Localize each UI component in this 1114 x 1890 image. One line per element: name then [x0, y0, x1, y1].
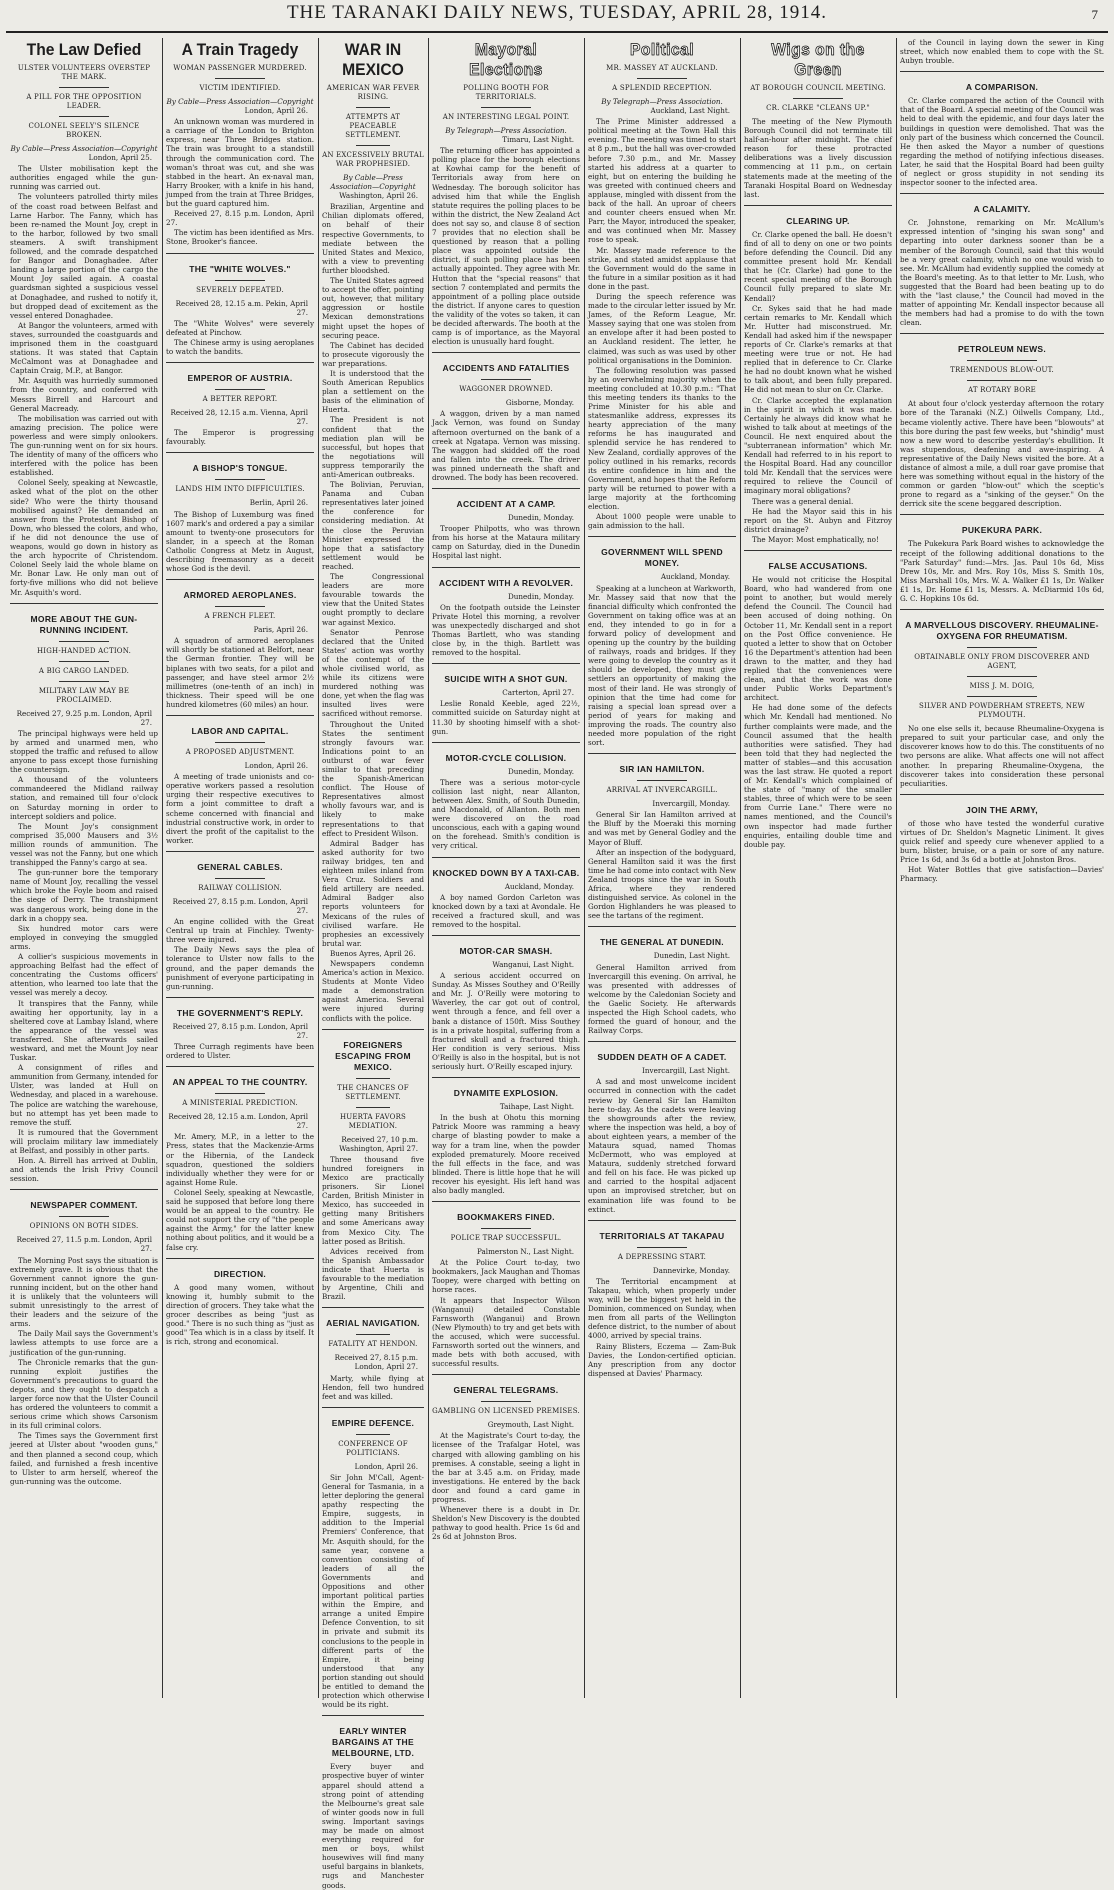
subhead-rule [215, 280, 265, 281]
section-subheading: MISS J. M. DOIG, [969, 682, 1035, 691]
section-heading: EARLY WINTER BARGAINS AT THE MELBOURNE, LTD. [331, 1726, 415, 1759]
section-subheading: AT ROTARY BORE [967, 386, 1036, 395]
article-headline: A Train Tragedy [181, 40, 299, 59]
section-paragraph: It appears that Inspector Wilson (Wanganui) detailed Constable Farnsworth (Wanganui) and Brown (New Plymouth) to try and get bets with the accused, which were successful. Farnsworth sorted out the winners, and made bets with both accused, with successful results. [432, 1295, 580, 1369]
subhead-rule [215, 479, 265, 480]
subhead-rule [481, 1401, 531, 1402]
section-dateline: Received 28, 12.15 a.m. Pekin, April 27. [175, 298, 308, 317]
section-heading: MORE ABOUT THE GUN-RUNNING INCIDENT. [30, 613, 138, 635]
section-subheading: CONFERENCE OF POLITICIANS. [338, 1439, 408, 1457]
article-subheading: WOMAN PASSENGER MURDERED. [173, 64, 307, 72]
section-rule [166, 715, 314, 716]
section-paragraph: A sad and most unwelcome incident occurred in connection with the cadet review by General Sir Ian Hamilton here to-day. As the cadets were leaving the showgrounds after the review, where the inspection was held, a boy of about eighteen years, a member of the Mataura squad, named Thomas McDermott, who was employed at Mataura, suddenly stretched forward and fell on his face. He was picked up and carried to the hospital adjacent upon an improvised stretcher, but on examination life was found to be extinct. [588, 1077, 736, 1214]
section-rule [166, 452, 314, 453]
section-paragraph: Cr. Clarke accepted the explanation in the spirit in which it was made. Certainly he always did know what he wished to talk about at meetings of the Council. He next enquired about the "subterranean information" which Mr. Kendall had referred to in his report to the Hospital Board. Had any councillor told Mr. Kendall that the services were required to relieve the Council of imaginary moral obligations? [744, 395, 892, 496]
section-heading: JOIN THE ARMY, [966, 804, 1038, 815]
section-dateline: Dunedin, Last Night. [653, 951, 730, 961]
section-paragraph: Cr. Clarke opened the ball. He doesn't find of all to deny on one or two points before defending the Council. Did any committee present hold Mr. Kendall that he (Cr. Clarke) had gone to the recent special meeting of the Borough Council fully prepared to slate Mr. Kendall? [744, 229, 892, 303]
section-paragraph: The Emperor is progressing favourably. [166, 428, 314, 447]
article-subheading: AMERICAN WAR FEVER RISING. [326, 84, 420, 101]
section-heading: CLEARING UP. [786, 215, 850, 226]
section-rule [588, 753, 736, 754]
section-paragraph: General Sir Ian Hamilton arrived at the Bluff by the Moeraki this morning and was met by General Godley and the Mayor of Bluff. [588, 810, 736, 847]
column-train-tragedy [162, 38, 318, 1698]
section-heading: SUDDEN DEATH OF A CADET. [597, 1052, 727, 1063]
article-paragraph: It is understood that the South American Republics plan a settlement on the basis of the elimination of Huerta. [322, 368, 424, 415]
section-dateline: Dannevirke, Monday. [652, 1265, 730, 1275]
section-dateline: Invercargill, Monday. [652, 799, 730, 809]
article-paragraph: The victim has been identified as Mrs. Stone, Brooker's fiancee. [166, 228, 314, 247]
section-dateline: Palmerston N., Last Night. [476, 1247, 574, 1257]
article-byline: By Telegraph—Press Association. [445, 126, 567, 135]
section-dateline: Received 27, 8.15 p.m. London, April 27. [334, 1353, 418, 1372]
section-heading: ARMORED AEROPLANES. [183, 590, 297, 601]
section-paragraph: Cr. Clarke compared the action of the Council with that of the Board. A special meeting of the Council was held to deal with the epidemic, and four days later the buildings in question were demolished. That was the only part of the business which concerned the Council. He then asked the Mayor a number of questions regarding the method of notifying infectious diseases. Later, he said that the Hospital Board had been guilty of neglect or gross stupidity in not sending its inspector sooner to the infected area. [900, 96, 1104, 188]
section-rule [588, 1041, 736, 1042]
section-dateline: Received 27, 8.15 p.m. London, April 27. [172, 1021, 308, 1040]
article-headline: The Law Defied [26, 40, 142, 59]
article-paragraph: At Bangor the volunteers, armed with staves, surrounded the coastguards and imprisoned them in the coastguard stations. It was stated that Captain McCalmont was at Donaghadee and Captain Craig, M.P., at Bangor. [10, 320, 158, 376]
section-heading: ACCIDENT WITH A REVOLVER. [438, 577, 574, 588]
article-paragraph: The following resolution was passed by an overwhelming majority when the meeting concluded at 10.30 p.m.: "That this meeting tenders its thanks to the Prime Minister for his able and statesmanlike address, expresses its hearty appreciation of the many reforms he has inaugurated and splendid service he has rendered to New Zealand, cordially approves of the policy outlined in his remarks, records its entire confidence in him and the Government, and hopes that the Reform party will be returned to power with a large majority at the forthcoming election. [588, 365, 736, 512]
article-paragraph: Throughout the United States the sentiment strongly favours war. Indications point to an outburst of war fever similar to that preceding the Spanish-American conflict. The House of Representatives almost wholly favours war, and is likely to make representations to that effect to President Wilson. [322, 719, 424, 838]
section-heading: TERRITORIALS AT TAKAPAU [599, 1230, 725, 1241]
section-rule [322, 1029, 424, 1030]
section-dateline: Wanganui, Last Night. [492, 960, 574, 969]
article-byline: By Cable—Press Association—Copyright [166, 97, 314, 106]
section-paragraph: The Morning Post says the situation is extremely grave. It is obvious that the Government cannot ignore the gun-running incident, but on the other hand it is unlikely that the volunteers will submit unresistingly to the arrest of their leaders and the seizure of the arms. [10, 1255, 158, 1329]
section-dateline: London, April 26. [244, 761, 308, 771]
section-paragraph: Every buyer and prospective buyer of winter apparel should attend a strong point of attending the Melbourne's great sale of winter goods now in full swing. Important savings may be made on almost everything required for men or boys, whilst housewives will find many useful bargains in blankets, rugs and Manchester goods. [322, 1762, 424, 1890]
section-subheading: A BETTER REPORT. [202, 395, 278, 404]
section-dateline: Received 28, 12.15 a.m. London, April 27. [168, 1112, 308, 1131]
article-subheading: ATTEMPTS AT PEACEABLE SETTLEMENT. [345, 113, 401, 139]
section-paragraph: Hot Water Bottles that give satisfaction—Davies' Pharmacy. [900, 865, 1104, 884]
article-paragraph: During the speech reference was made to the circular letter issued by Mr. James, of the Reform League, Mr. Massey saying that one was stolen from an envelope after it had been posted to an Auckland resident. The letter, he claimed, was such as was used by other political organisations in the Dominion. [588, 291, 736, 365]
section-heading: A BISHOP'S TONGUE. [192, 463, 288, 474]
section-rule [166, 1066, 314, 1067]
section-rule [432, 1374, 580, 1375]
section-heading: GENERAL CABLES. [197, 861, 283, 872]
section-paragraph: Marty, while flying at Hendon, fell two hundred feet and was killed. [322, 1373, 424, 1401]
section-paragraph: The Mount Joy's consignment comprised 35,000 Mausers and 3½ million rounds of ammunition. The vessel was not the Fanny, but one which transhipped the Fanny's cargo at sea. [10, 821, 158, 868]
section-paragraph: The Bishop of Luxemburg was fined 1607 mark's and ordered a pay a similar amount to twenty-one prosecutors for slander, in a speech at the Roman Catholic Congress at Metz in August, describing freemasonry as a deceit whose God is the devil. [166, 509, 314, 574]
subhead-rule [215, 78, 265, 79]
section-paragraph: Rainy Blisters, Eczema — Zam-Buk Davies, the London-certified optician. Any prescription from any doctor dispensed at Davies' Pharmacy. [588, 1341, 736, 1378]
article-subheading: AN INTERESTING LEGAL POINT. [442, 113, 570, 121]
section-rule [432, 488, 580, 489]
section-paragraph: The Mayor: Most emphatically, no! [752, 534, 879, 544]
subhead-rule [356, 1334, 391, 1335]
section-paragraph: The Pukekura Park Board wishes to acknowledge the receipt of the following additional donations to the "Park Saturday" fund:—Mrs. Jas. Paul 10s 6d, Miss Drew 10s, Mr. and Mrs. Roy 10s, Miss S. Smith 10s, Miss Marshall 10s, Mrs. W. A. Walker £1 1s, Dr. Walker £1 1s, Dr. Home £1 1s, Messrs. A. McDiarmid 10s 6d, G. C. Hopkins 10s 6d. [900, 539, 1104, 604]
subhead-rule [356, 1107, 391, 1108]
section-rule [322, 1715, 424, 1716]
subhead-rule [59, 1216, 109, 1217]
newspaper-title: THE TARANAKI DAILY NEWS, TUESDAY, APRIL 28, 1914. [286, 2, 828, 23]
section-paragraph: On the footpath outside the Leinster Private Hotel this morning, a revolver was unexpectedly discharged and shot Thomas Bartlett, who was standing close by, in the thigh. Bartlett was removed to the hospital. [432, 602, 580, 658]
section-paragraph: of those who have tested the wonderful curative virtues of Dr. Sheldon's Magnetic Liniment. It gives quick relief and speedy cure whenever applied to a burn, blister, bruise, or a pain or sore of any nature. Price 1s 6d, and 3s 6d a bottle at Johnston Bros. [900, 818, 1104, 865]
article-paragraph: Buenos Ayres, April 26. [330, 948, 416, 958]
section-dateline: Taihape, Last Night. [499, 1102, 574, 1112]
subhead-rule [59, 681, 109, 682]
section-paragraph: The Daily News says the plea of tolerance to Ulster now falls to the ground, and the paper demands the punishment of everyone participating in gun-running. [166, 945, 314, 991]
section-paragraph: A squadron of armored aeroplanes will shortly be stationed at Belfort, near the German frontier. They will be biplanes with two seats, for a pilot and passenger, and have steel armor 2½ millimetres (one-tenth of an inch) in thickness. Their speed will be one hundred kilometres (60 miles) an hour. [166, 636, 314, 709]
section-subheading: SILVER AND POWDERHAM STREETS, NEW PLYMOUTH. [919, 702, 1085, 720]
article-paragraph: The Congressional leaders are more favourable towards the view that the United States ought promptly to declare war against Mexico. [322, 572, 424, 627]
subhead-rule [967, 696, 1036, 697]
section-paragraph: After an inspection of the bodyguard, General Hamilton said it was the first time he had come into contact with New Zealand troops since the war in South Africa, where they rendered distinguished service. As colonel in the Gordon Highlanders he was pleased to see the tartans of the regiment. [588, 847, 736, 921]
section-rule [10, 1189, 158, 1190]
column-wigs-green [740, 38, 896, 1698]
subhead-rule [637, 1247, 687, 1248]
section-dateline: London, April 26. [354, 1461, 418, 1471]
section-subheading: WAGGONER DROWNED. [459, 385, 553, 394]
section-paragraph: Six hundred motor cars were employed in conveying the smuggled arms. [10, 923, 158, 951]
section-dateline: Paris, April 26. [253, 625, 308, 635]
article-paragraph: Received 27, 8.15 p.m. London, April 27. [166, 209, 314, 228]
section-paragraph: A serious accident occurred on Sunday. As Misses Southey and O'Reilly and Mr. J. O'Reilly were motoring to Waverley, the car got out of control, went through a fence, and fell over a bank a distance of 150ft. Miss Southey is in a private hospital, suffering from a fractured skull and a fractured thigh. Her condition is very serious. Miss O'Reilly is also in the hospital, but is not seriously hurt. O'Reilly escaped injury. [432, 971, 580, 1072]
section-heading: FOREIGNERS ESCAPING FROM MEXICO. [335, 1039, 411, 1072]
article-paragraph: An unknown woman was murdered in a carriage of the London to Brighton express, near Three Bridges station. The train was brought to a standstill through the communication cord. The woman's throat was cut, and she was stabbed in the heart. An ex-naval man, Harry Brooker, with a knife in his hand, jumped from the train at Three Bridges, but the guard captured him. [166, 117, 314, 209]
section-rule [432, 857, 580, 858]
section-dateline: Received 28, 12.15 a.m. Vienna, April 27. [170, 408, 308, 427]
subhead-rule [967, 380, 1036, 381]
subhead-rule [215, 878, 265, 879]
subhead-rule [59, 641, 109, 642]
section-paragraph: Trooper Philpotts, who was thrown from his horse at the Mataura military camp on Saturday, died in the Dunedin Hospital last night. [432, 524, 580, 561]
section-rule [322, 1407, 424, 1408]
section-rule [432, 663, 580, 664]
subhead-rule [59, 661, 109, 662]
column-political [584, 38, 740, 1698]
section-rule [166, 997, 314, 998]
subhead-rule [967, 647, 1036, 648]
subhead-rule [59, 87, 109, 88]
article-paragraph: Mr. Massey made reference to the strike, and stated amidst applause that the Government would do the same in the future in a similar position as it had done in the past. [588, 245, 736, 291]
section-rule [166, 579, 314, 580]
section-paragraph: The Chinese army is using aeroplanes to watch the bandits. [166, 337, 314, 356]
section-heading: EMPIRE DEFENCE. [331, 1417, 415, 1428]
article-paragraph: The Ulster mobilisation kept the authorities engaged while the gun-running was carried out. [10, 164, 158, 192]
section-paragraph: A waggon, driven by a man named Jack Vernon, was found on Sunday afternoon overturned on the bank of a creek at Ngatapa. Vernon was missing. The waggon had skidded off the road and fallen into the creek. The driver was pinned underneath the shaft and drowned. The body has been recovered. [432, 409, 580, 482]
section-rule [432, 1077, 580, 1078]
section-paragraph: Mr. Amery, M.P., in a letter to the Press, states that the Mackenzie-Arms or the Hibernia, of the Landeck squadron, questioned the soldiers individually whether they were for or against Home Rule. [166, 1132, 314, 1187]
section-paragraph: There was a serious motor-cycle collision last night, near Allanton, between Alex. Smith, of South Dunedin, and Macdonald, of Allanton. Both men were discovered on the road unconscious, each with a gaping wound on the forehead. Smith's condition is very critical. [432, 777, 580, 851]
article-subheading: AN EXCESSIVELY BRUTAL WAR PROPHESIED. [322, 151, 424, 168]
article-paragraph: The Cabinet has decided to prosecute vigorously the war preparations. [322, 340, 424, 368]
section-heading: PUKEKURA PARK. [961, 525, 1043, 536]
section-rule [10, 603, 158, 604]
section-heading: AN APPEAL TO THE COUNTRY. [172, 1077, 308, 1088]
section-heading: A COMPARISON. [965, 82, 1039, 93]
section-subheading: GAMBLING ON LICENSED PREMISES. [432, 1407, 580, 1416]
section-dateline: Dunedin, Monday. [508, 766, 574, 776]
section-subheading: OPINIONS ON BOTH SIDES. [29, 1222, 139, 1231]
subhead-rule [59, 116, 109, 117]
article-byline: By Cable—Press Association—Copyright [10, 144, 158, 153]
article-paragraph: Senator Penrose declared that the United States' action was worthy of the contempt of the whole civilised world, as while its citizens were murdered nothing was done, yet when the flag was insulted lives were sacrificed without remorse. [322, 627, 424, 719]
section-heading: DYNAMITE EXPLOSION. [453, 1088, 559, 1099]
section-dateline: Received 27, 11.5 p.m. London, April 27. [16, 1235, 152, 1254]
section-heading: KNOCKED DOWN BY A TAXI-CAB. [432, 867, 580, 878]
section-dateline: Carterton, April 27. [502, 688, 574, 698]
section-dateline: Greymouth, Last Night. [487, 1420, 574, 1430]
article-paragraph: The President is not confident that the mediation plan will be successful, but hopes that the negotiations will suppress temporarily the anti-American outbreaks. [322, 415, 424, 479]
article-paragraph: The meeting of the New Plymouth Borough Council did not terminate till half-an-hour after midnight. The chief reason for these protracted deliberations was a lively discussion commencing at 11 p.m., on certain statements made at the meeting of the Taranaki Hospital Board on Wednesday last. [744, 117, 892, 199]
section-heading: MOTOR-CYCLE COLLISION. [445, 752, 567, 763]
section-paragraph: Cr. Sykes said that he had made certain remarks to Mr. Kendall which Mr. Hutter had misconstrued. Mr. Kendall had asked him if the newspaper reports of Cr. Clarke's remarks at that meeting were true or not. He had replied that in deference to Cr. Clarke he had no doubt known what he wished to talk about, and been fully prepared. He did not mean to slur on Cr. Clarke. [744, 303, 892, 395]
section-paragraph: There was a general denial. [752, 496, 854, 506]
article-paragraph: The Bolivian, Peruvian, Panama and Cuban representatives later joined the conference for considering mediation. At the close the Peruvian Minister expressed the hope that a satisfactory settlement would be reached. [322, 480, 424, 571]
section-paragraph: General Hamilton arrived from Invercargill this evening. On arrival, he was presented with addresses of welcome by the Caledonian Society and the Gaelic Society. He afterwards inspected the High School cadets, who formed the guard of honour, and the Railway Corps. [588, 962, 736, 1036]
section-heading: PETROLEUM NEWS. [957, 344, 1047, 355]
article-subheading: COLONEL SEELY'S SILENCE BROKEN. [28, 122, 140, 139]
section-subheading: POLICE TRAP SUCCESSFUL. [450, 1234, 562, 1243]
section-subheading: THE CHANCES OF SETTLEMENT. [337, 1083, 409, 1101]
section-dateline: Received 27, 10 p.m. Washington, April 27. [339, 1134, 418, 1153]
column-council-continued [896, 38, 1108, 1698]
section-paragraph: At the Magistrate's Court to-day, the licensee of the Trafalgar Hotel, was charged with allowing gambling on his premises. A constable, seeing a light in the bar at 3.45 a.m. on Friday, made investigations. He entered by the back door and found a card game in progress. [432, 1431, 580, 1505]
article-dateline: London, April 26. [244, 106, 308, 116]
section-heading: THE "WHITE WOLVES." [189, 263, 291, 274]
section-heading: MOTOR-CAR SMASH. [459, 946, 553, 956]
article-subheading: A SPLENDID RECEPTION. [612, 84, 712, 92]
subhead-rule [481, 107, 531, 108]
masthead-rule [6, 31, 1108, 33]
section-paragraph: A meeting of trade unionists and co-operative workers passed a resolution urging their respective executives to form a joint committee to draft a scheme concerned with financial and industrial constructive work, in order to divert the profit of the capitalist to the worker. [166, 772, 314, 845]
section-subheading: A DEPRESSING START. [617, 1252, 707, 1261]
section-rule [166, 253, 314, 254]
section-paragraph: A thousand of the volunteers commandeered the Midland railway station, and remained till four o'clock on Saturday morning in order to intercept soldiers and police. [10, 775, 158, 821]
article-paragraph: The returning officer has appointed a polling place for the borough elections at Kowhai camp for the benefit of Territorials away from here on Wednesday. The borough solicitor has advised him that while the English statute requires the polling places to be within the district, the New Zealand Act does not say so, and clause 8 of section 7 provides that no election shall be questioned by reason that a polling place was appointed outside the district, if such polling place has been actually appointed. They agree with Mr. Hutton that the "special reasons" that section 7 contemplated and permits the appointment of a polling place outside the district. If anyone cares to question the validity of the votes so taken, it can be decided afterwards. The booth at the camp is of importance, as the Mayoral election is unusually hard fought. [432, 146, 580, 347]
section-paragraph: The Times says the Government first jeered at Ulster about "wooden guns," and then planned a second coup, which failed, and furnished a fresh incentive to Ulster to arm herself, whereof the gun-running was the outcome. [10, 1431, 158, 1486]
subhead-rule [967, 360, 1036, 361]
article-subheading: MR. MASSEY AT AUCKLAND. [606, 64, 718, 72]
section-paragraph: Three Curragh regiments have been ordered to Ulster. [166, 1042, 314, 1061]
subhead-rule [215, 742, 265, 743]
subhead-rule [356, 107, 391, 108]
section-dateline: Invercargill, Last Night. [642, 1066, 730, 1076]
section-subheading: HIGH-HANDED ACTION. [36, 646, 132, 655]
article-paragraph: The Prime Minister addressed a political meeting at the Town Hall this evening. The meeting was timed to start at 8 p.m., but the hall was over-crowded before 7.30 p.m., and Mr. Massey started his address at a quarter to eight, but on entering the building he was greeted with continued cheers and applause, mingled with dissent from the back of the hall. An uproar of cheers and counter cheers ensued when Mr. Parr, the Mayor, introduced the speaker, and was continued when Mr. Massey rose to speak. [588, 117, 736, 245]
section-heading: ACCIDENT AT A CAMP. [456, 499, 556, 510]
section-heading: BOOKMAKERS FINED. [457, 1212, 555, 1223]
section-subheading: RAILWAY COLLISION. [198, 883, 282, 892]
section-paragraph: It is rumoured that the Government will proclaim military law immediately at Belfast, and possibly in other parts. [10, 1127, 158, 1155]
article-byline: By Telegraph—Press Association. [601, 97, 723, 106]
subhead-rule [215, 1093, 265, 1094]
subhead-rule [215, 606, 265, 607]
section-paragraph: At the Police Court to-day, two bookmakers, Jack Maughan and Thomas Toopey, were charged with betting on horse races. [432, 1258, 580, 1295]
section-paragraph: Whenever there is a doubt in Dr. Sheldon's New Discovery is the doubted pathway to good health. Price 1s 6d and 2s 6d at Johnston Bros. [432, 1505, 580, 1542]
section-paragraph: Colonel Seely, speaking at Newcastle, said he supposed that before long there would be an appeal to the country. He could not support the cry of "the people against the Army," for the latter knew nothing about politics, and it would be a false cry. [166, 1187, 314, 1252]
section-paragraph: A consignment of rifles and ammunition from Germany, intended for Ulster, was landed at Hull on Wednesday, and placed in a warehouse. The police are watching the warehouse, but no attempt has yet been made to remove the stuff. [10, 1063, 158, 1127]
section-heading: SUICIDE WITH A SHOT GUN. [444, 674, 568, 685]
section-heading: SIR IAN HAMILTON. [619, 764, 705, 775]
section-paragraph: It transpires that the Fanny, while awaiting her opportunity, lay in a sheltered cove at Lambay Island, where the appearance of the vessel was transferred. She afterwards sailed westward, and met the Mount Joy near Tuskar. [10, 998, 158, 1063]
section-rule [900, 514, 1104, 515]
section-rule [322, 1307, 424, 1308]
section-subheading: A MINISTERIAL PREDICTION. [182, 1099, 298, 1108]
article-byline: By Cable—Press Association—Copyright [330, 173, 416, 192]
section-paragraph: An engine collided with the Great Central up train at Finchley. Twenty-three were injured. [166, 917, 314, 945]
section-heading: AERIAL NAVIGATION. [326, 1318, 420, 1329]
section-paragraph: The "White Wolves" were severely defeated at Pinchow. [166, 318, 314, 337]
article-paragraph: The mobilisation was carried out with amazing precision. The police were powerless and were simply onlookers. The gun-running went on for six hours. The identity of many of the officers who interfered with the police has been established. [10, 413, 158, 478]
section-subheading: TREMENDOUS BLOW-OUT. [950, 366, 1054, 375]
section-dateline: Received 27, 8.15 p.m. London, April 27. [172, 896, 308, 915]
section-heading: THE GOVERNMENT'S REPLY. [176, 1007, 304, 1018]
section-paragraph: The Territorial encampment at Takapau, which, when properly under way, will be the biggest yet held in the Dominion, commenced on Sunday, when men from all parts of the Wellington defence district, to the number of about 4000, arrived by special trains. [588, 1276, 736, 1341]
section-subheading: LANDS HIM INTO DIFFICULTIES. [175, 485, 305, 494]
article-paragraph: Colonel Seely, speaking at Newcastle, asked what of the plot on the other side? Who were the thirty thousand mobilised against? He demanded an answer from the Protestant Bishop of Down, who blessed the colors, and who, if he did not denounce the use of weapons, would go down in history as the arch hypocrite of Christendom. Colonel Seely laid the whole blame on Mr. Bonar Law. He only man out of forty-five millions who did not believe Mr. Asquith's word. [10, 478, 158, 597]
article-paragraph: Mr. Asquith was hurriedly summoned from the country, and conferred with Messrs Birrell and Harcourt and General Macready. [10, 376, 158, 413]
subhead-rule [356, 1434, 391, 1435]
section-dateline: Received 27, 9.25 p.m. London, April 27. [16, 708, 152, 727]
section-rule [588, 1220, 736, 1221]
section-heading: NEWSPAPER COMMENT. [30, 1200, 138, 1211]
column-law-defied [6, 38, 162, 1698]
section-paragraph: A good many women, without knowing it, humbly submit to the direction of grocers. They take what the grocer describes as being "just as good." There is no such thing as "just as good" Tea which is in a class by itself. It is rich, strong and economical. [166, 1282, 314, 1347]
section-dateline: Dunedin, Monday. [508, 513, 574, 523]
section-subheading: MILITARY LAW MAY BE PROCLAIMED. [38, 686, 130, 704]
section-paragraph: The Daily Mail says the Government's lawless attempts to use force are a justification of the gun-running. [10, 1329, 158, 1357]
section-heading: GOVERNMENT WILL SPEND MONEY. [601, 547, 723, 569]
section-rule [166, 1258, 314, 1259]
article-paragraph: About 1000 people were unable to gain admission to the hall. [588, 512, 736, 531]
section-heading: A CALAMITY. [973, 204, 1031, 215]
section-heading: DIRECTION. [213, 1268, 267, 1279]
section-rule [432, 935, 580, 936]
section-rule [744, 205, 892, 206]
article-subheading: AT BOROUGH COUNCIL MEETING. [750, 84, 886, 92]
section-subheading: A FRENCH FLEET. [204, 612, 276, 621]
article-headline: WAR IN MEXICO [342, 40, 404, 79]
section-heading: THE GENERAL AT DUNEDIN. [600, 937, 724, 948]
subhead-rule [481, 379, 531, 380]
section-paragraph: The principal highways were held up by armed and unarmed men, who stopped the traffic and refused to allow anyone to pass except those furnishing the countersign. [10, 728, 158, 775]
article-headline: Mayoral Elections [469, 40, 543, 79]
section-dateline: Auckland, Monday. [660, 572, 730, 582]
article-dateline: Timaru, Last Night. [502, 135, 574, 145]
article-paragraph: Newspapers condemn America's action in Mexico. Students at Monte Video made a demonstration against America. Several were injured during conflicts with the police. [322, 958, 424, 1023]
section-heading: FALSE ACCUSATIONS. [768, 561, 868, 572]
section-rule [432, 742, 580, 743]
subhead-rule [356, 1078, 391, 1079]
section-subheading: OBTAINABLE ONLY FROM DISCOVERER AND AGENT, [914, 653, 1090, 671]
article-paragraph: of the Council in laying down the sewer in King street, which now enabled them to cope with the St. Aubyn trouble. [900, 38, 1104, 66]
subhead-rule [637, 780, 687, 781]
article-subheading: CR. CLARKE "CLEANS UP." [766, 104, 870, 112]
section-rule [744, 550, 892, 551]
section-heading: EMPEROR OF AUSTRIA. [187, 373, 293, 384]
section-heading: GENERAL TELEGRAMS. [453, 1385, 559, 1396]
section-dateline: Dunedin, Monday. [508, 591, 574, 601]
article-subheading: POLLING BOOTH FOR TERRITORIALS. [463, 84, 549, 101]
section-paragraph: A boy named Gordon Carleton was knocked down by a taxi at Avondale. He received a fractured skull, and was removed to the hospital. [432, 892, 580, 929]
subhead-rule [967, 676, 1036, 677]
section-heading: LABOR AND CAPITAL. [191, 726, 289, 737]
section-rule [166, 851, 314, 852]
section-paragraph: Advices received from the Spanish Ambassador indicate that Huerta is favourable to the mediation by Argentine, Chili and Brazil. [322, 1246, 424, 1302]
article-subheading: VICTIM IDENTIFIED. [199, 84, 281, 92]
section-rule [432, 1201, 580, 1202]
section-paragraph: Leslie Ronald Keeble, aged 22½, committed suicide on Saturday night at 11.30 by shooting himself with a shot-gun. [432, 699, 580, 736]
section-rule [900, 333, 1104, 334]
section-paragraph: Speaking at a luncheon at Warkworth, Mr. Massey said that now that the financial difficulty which confronted the Government on taking office was at an end, they intended to go in for a forward policy of development and opening up the country by the building of railways, roads and bridges. If they were going to develop the country as it should be developed, they must give settlers an opportunity of making the most of their land. He was strongly of opinion that the time had come for raising a special loan spread over a period of years for making and improving the roads. The country also needed more population of the right sort. [588, 583, 736, 748]
article-paragraph: The volunteers patrolled thirty miles of the coast road between Belfast and Larne Harbor. The Fanny, which has been re-named the Mount Joy, crept in to the harbor, followed by two small steamers. A swift transhipment followed, and the comrade despatched for Bangor and Donaghadee. After landing a large portion of the cargo the Mount Joy sailed again. A coastal guardsman sighted a suspicious vessel at Donaghadee, and rushed to notify it, but dropped dead of excitement as the vessel entered Donaghadee. [10, 192, 158, 320]
subhead-rule [215, 389, 265, 390]
section-paragraph: At about four o'clock yesterday afternoon the rotary bore of the Taranaki (N.Z.) Oilwells Company, Ltd., became violently active. There have been "blowouts" at this bore during the past few weeks, but "shindig" must now a new word to describe yesterday's ebullition. It was stupendous, deafening and awe-inspiring. A representative of the Daily News visited the bore. At a distance of almost a mile, a dull roar gave promise that here was something without equal in the history of the common or garden "blow-out" which the sceptic's prone to regard as a "sinking of the geyser." On the derrick site the scene beggared description. [900, 399, 1104, 509]
section-rule [588, 536, 736, 537]
article-headline: Political [629, 40, 695, 59]
column-war-mexico [318, 38, 428, 1890]
section-rule [432, 567, 580, 568]
section-paragraph: A collier's suspicious movements in approaching Belfast had the effect of concentrating the Customs officers' attention, who learned too late that the vessel was merely a decoy. [10, 952, 158, 998]
section-dateline: Gisborne, Monday. [505, 398, 574, 408]
section-subheading: SEVERELY DEFEATED. [196, 285, 284, 294]
section-paragraph: He would not criticise the Hospital Board, who had wandered from one point to another, but would merely defend the Council. The Council had been accused of doing nothing. On October 11, Mr. Kendall sent in a report on the Post Office convenience. He quoted a letter to show that on October 16 the Department's attention had been drawn to the matter, and they had replied that the conveniences were clean, and that the work was done under Public Works Department's architect. [744, 575, 892, 703]
article-dateline: Auckland, Last Night. [650, 106, 730, 116]
section-rule [900, 193, 1104, 194]
section-rule [588, 926, 736, 927]
section-subheading: ARRIVAL AT INVERCARGILL. [606, 786, 718, 795]
section-dateline: Auckland, Monday. [504, 881, 574, 891]
subhead-rule [793, 98, 843, 99]
section-paragraph: The gun-runner bore the temporary name of Mount Joy, recalling the vessel which broke the Foyle boom and raised the siege of Derry. The transhipment was dangerous work, being done in the dark in a choppy sea. [10, 868, 158, 923]
section-paragraph: He had the Mayor said this in his report on the St. Aubyn and Fitzroy district drainage? [744, 506, 892, 534]
column-mayoral-elections [428, 38, 584, 1698]
article-headline: Wigs on the Green [771, 40, 865, 79]
section-paragraph: He had done some of the defects which Mr. Kendall had mentioned. No further complaints were made, and the Council assumed that the health authorities were satisfied. They had been told that they had neglected the matter of stables—and this accusation was the last straw. He quoted a report of Mr. Kendall's which complained of the state of "many of the smaller stables, three of which were to be seen from Currie Lane." There were no names mentioned, and the Council's own inspector had made further enquiries, entailing double time and double pay. [744, 703, 892, 849]
section-subheading: HUERTA FAVORS MEDIATION. [339, 1112, 407, 1130]
section-subheading: A BIG CARGO LANDED. [38, 666, 130, 675]
section-rule [432, 352, 580, 353]
article-subheading: A PILL FOR THE OPPOSITION LEADER. [26, 93, 142, 110]
article-subheading: ULSTER VOLUNTEERS OVERSTEP THE MARK. [17, 64, 151, 81]
section-paragraph: No one else sells it, because Rheumaline-Oxygena is prepared to suit your particular case, and only the discoverer knows how to do this. The constituents of no two persons are alike. What affects one will not affect another. In preparing Rheumaline-Oxygena, the discoverer takes into consideration these personal peculiarities. [900, 724, 1104, 788]
section-rule [900, 71, 1104, 72]
page-number: 7 [1091, 7, 1098, 22]
section-subheading: FATALITY AT HENDON. [328, 1340, 418, 1349]
section-subheading: A PROPOSED ADJUSTMENT. [185, 748, 295, 757]
section-paragraph: Three thousand five hundred foreigners in Mexico are practically prisoners. Sir Lionel Carden, British Minister in Mexico, has succeeded in getting many Britishers and some Americans away from Mexico City. The latter posed as British. [322, 1154, 424, 1246]
section-heading: A MARVELLOUS DISCOVERY. RHEUMALINE-OXYGENA FOR RHEUMATISM. [905, 620, 1099, 642]
article-paragraph: Brazilian, Argentine and Chilian diplomats offered, on behalf of their respective Governments, to mediate between the United States and Mexico, with a view to preventing further bloodshed. [322, 202, 424, 275]
masthead [0, 0, 1114, 30]
section-paragraph: In the bush at Ohotu this morning Patrick Moore was ramming a heavy charge of blasting powder to make a way for a tram line, when the powder exploded prematurely. Moore received the full effects in the face, and was blinded. There is little hope that he will recover his eyesight. His left hand was also badly mangled. [432, 1113, 580, 1195]
article-paragraph: Admiral Badger has asked authority for two railway bridges, ten and eighteen miles inland from Vera Cruz. Soldiers and field artillery are needed. Admiral Badger also reports volunteers for Mexicans of the rules of civilised warfare. He prophesies an excessively brutal war. [322, 838, 424, 948]
section-paragraph: Hon. A. Birrell has arrived at Dublin, and attends the Irish Privy Council session. [10, 1156, 158, 1184]
subhead-rule [356, 145, 391, 146]
section-paragraph: Cr. Johnstone, remarking on Mr. McAllum's expressed intention of "singing his swan song" and departing into outer darkness sooner than be a member of the Borough Council, said that this would be a very great calamity, which no one would wish to see. Mr. McAllum had evidently supplied the comedy at the Board's meeting. As to that letter to Mr. Lush, who suggested that the Board had been beating up to do with the "last clause," the Council had moved in the matter of appointing Mr. Kendall inspector because all the members had had a promise to do with the town clean. [900, 218, 1104, 328]
subhead-rule [481, 1228, 531, 1229]
section-rule [900, 794, 1104, 795]
article-dateline: London, April 25. [88, 153, 152, 163]
section-paragraph: Sir John M'Call, Agent-General for Tasmania, in a letter deploring the general apathy respecting the Empire, suggests, in addition to the Imperial Premiers' Conference, that Mr. Asquith should, for the same year, convene a convention consisting of leaders of all the Governments and Oppositions and other important political parties within the Empire, and arrange a united Empire Defence Convention, to sit in private and submit its conclusions to the people in different parts of the Empire, it being understood that any portion standing out should be entitled to demand the protection which otherwise would be its right. [322, 1472, 424, 1710]
section-dateline: Berlin, April 26. [249, 498, 308, 508]
section-paragraph: The Chronicle remarks that the gun-running exploit justifies the Government's precautions to guard the depots, and they ought to despatch a larger force now that the Ulster Council has ordered the volunteers to commit a serious crime which shows Carsonism in its full criminal colors. [10, 1357, 158, 1431]
subhead-rule [637, 78, 687, 79]
article-paragraph: The United States agreed to accept the offer, pointing out, however, that military aggression or hostile Mexican demonstrations might upset the hopes of securing peace. [322, 276, 424, 340]
article-dateline: Washington, April 26. [339, 191, 418, 201]
section-heading: ACCIDENTS AND FATALITIES [442, 363, 570, 374]
section-rule [166, 362, 314, 363]
section-rule [900, 609, 1104, 610]
